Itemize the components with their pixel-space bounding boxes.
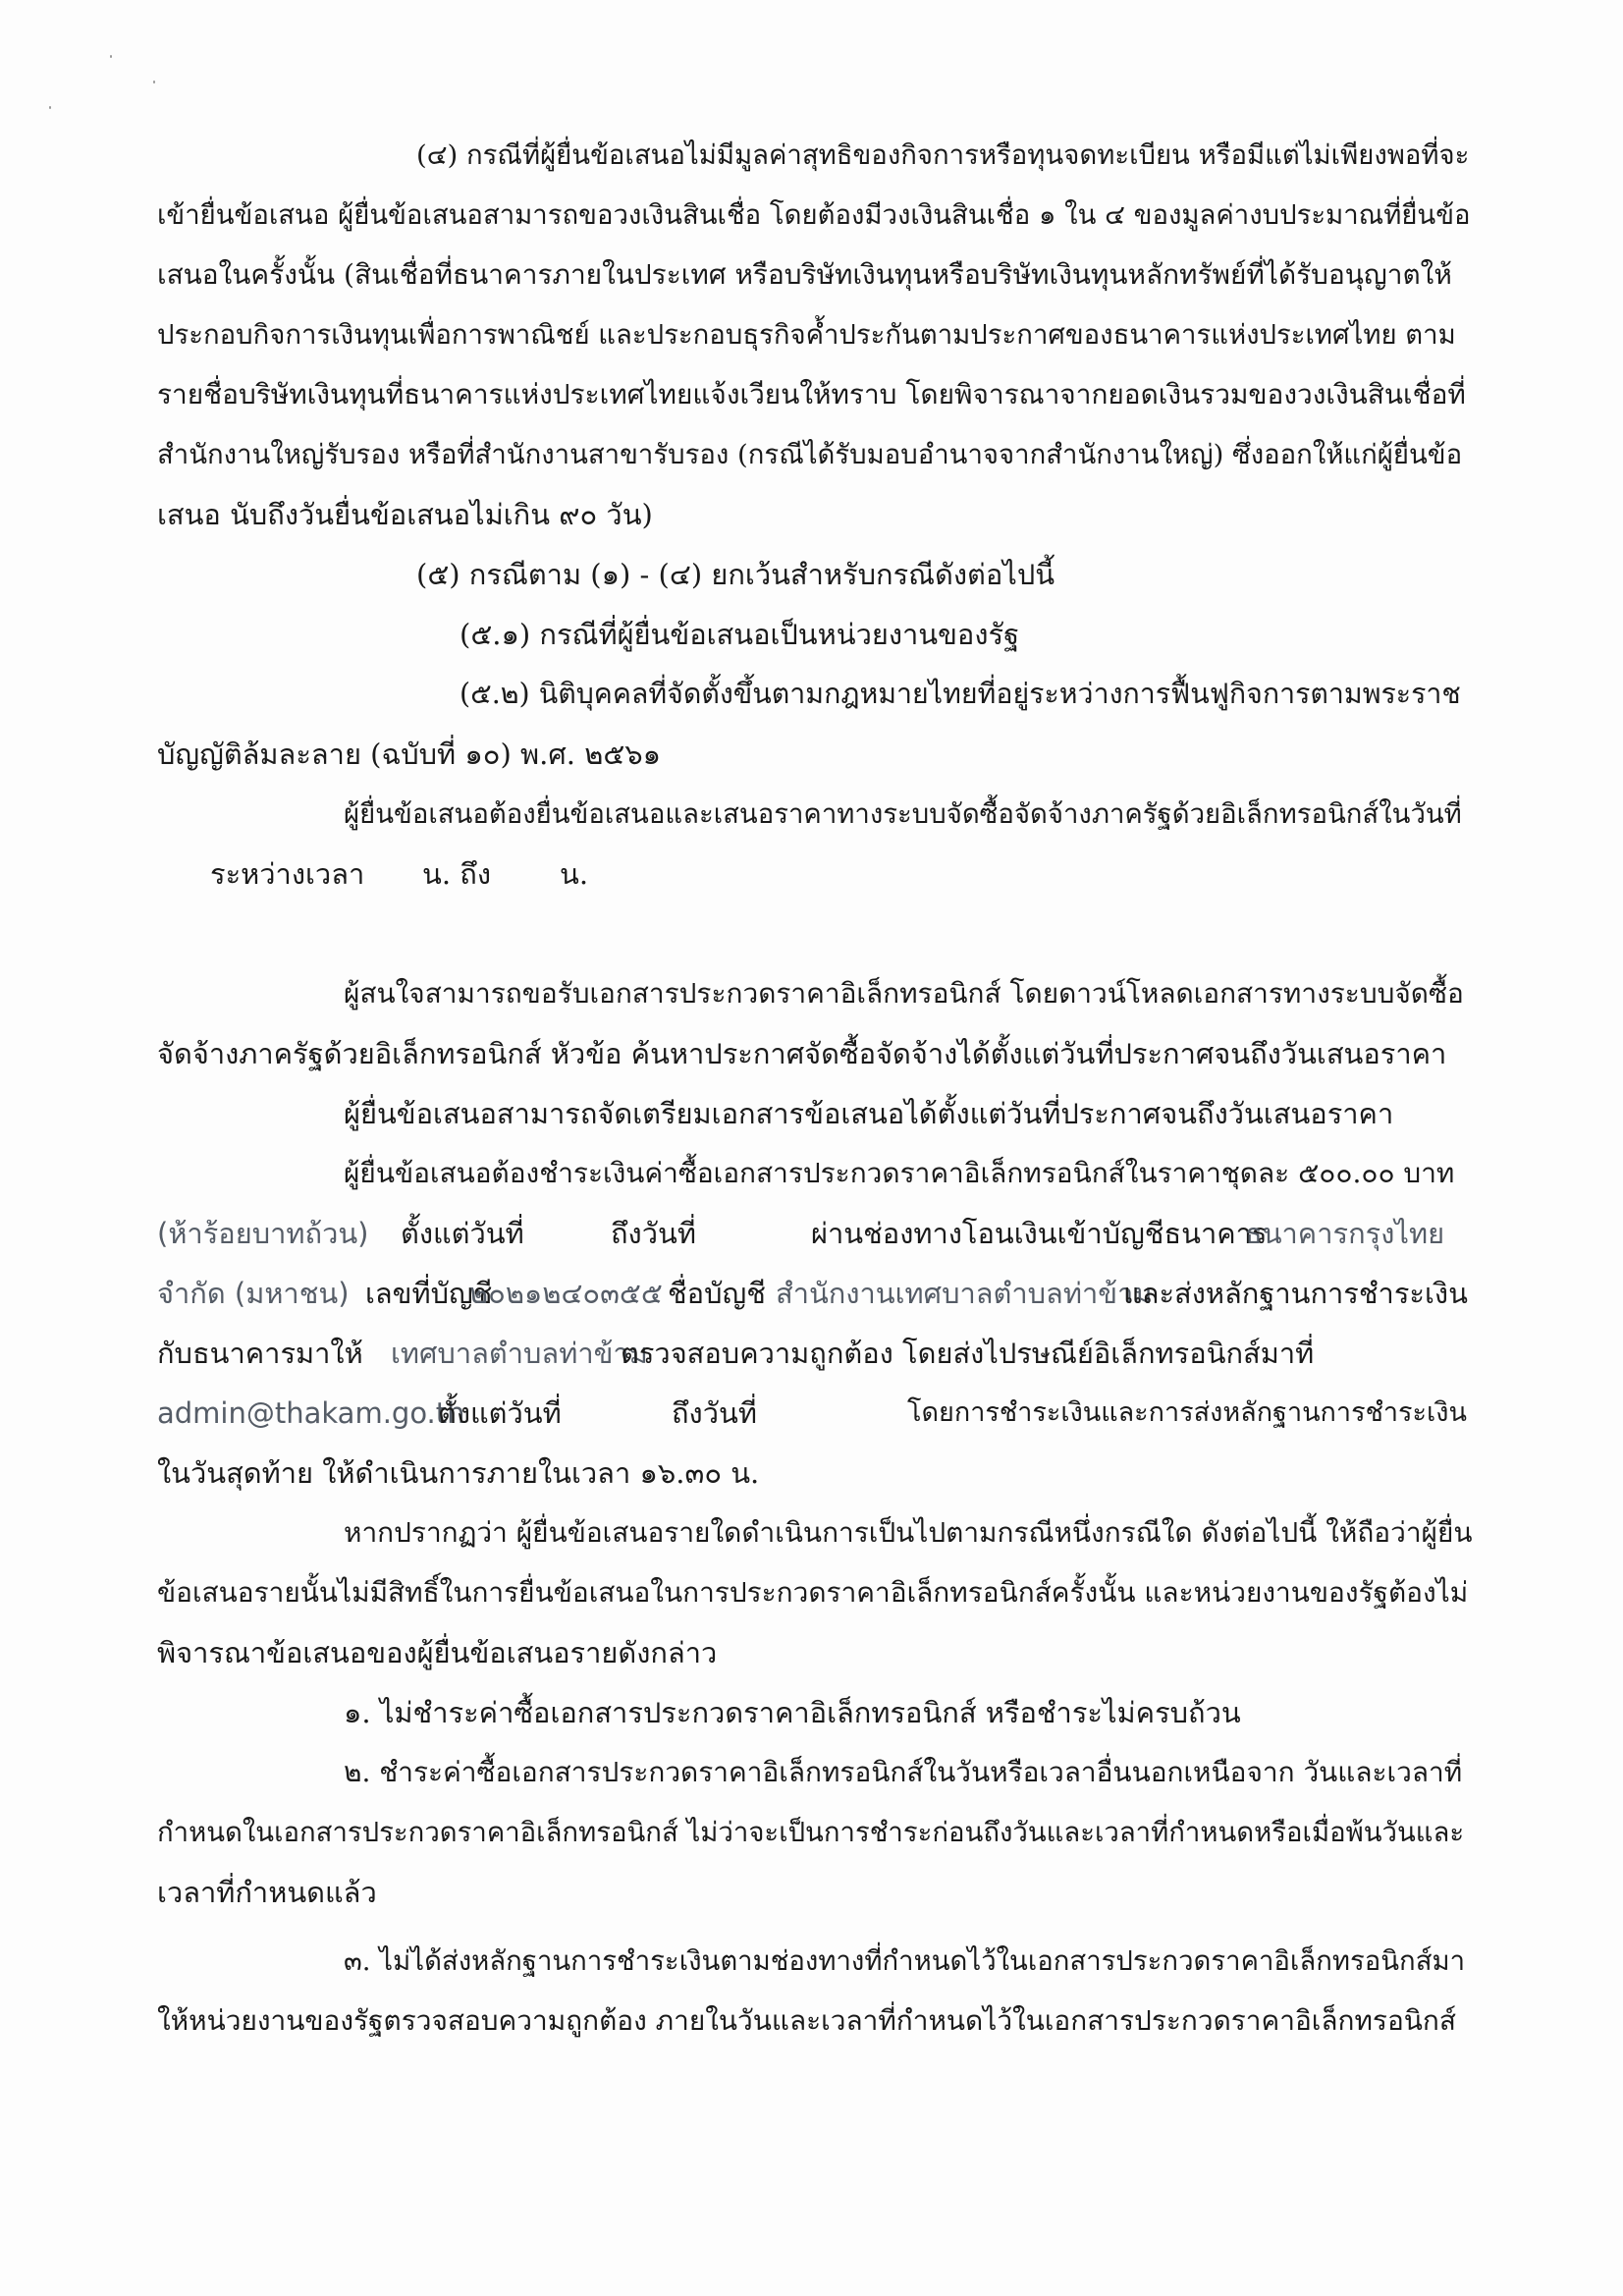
payment-amount-words: (ห้าร้อยบาทถ้วน) <box>157 1217 369 1250</box>
email-address: admin@thakam.go.th <box>157 1396 465 1430</box>
interested-line-1: ผู้สนใจสามารถขอรับเอกสารประกวดราคาอิเล็กทรอนิกส์ โดยดาวน์โหลดเอกสารทางระบบจัดซื้อ <box>344 977 1464 1010</box>
payment-rule-label: โดยการชำระเงินและการส่งหลักฐานการชำระเงิน <box>907 1397 1467 1428</box>
item-3-line-2: ให้หน่วยงานของรัฐตรวจสอบความถูกต้อง ภายในวันและเวลาที่กำหนดไว้ในเอกสารประกวดราคาอิเล็กทรอนิกส์ <box>157 2004 1456 2037</box>
item-2-line-3: เวลาที่กำหนดแล้ว <box>157 1876 377 1909</box>
item-3-line-1: ๓. ไม่ได้ส่งหลักฐานการชำระเงินตามช่องทางที่กำหนดไว้ในเอกสารประกวดราคาอิเล็กทรอนิกส์มา <box>344 1945 1466 1977</box>
disqualify-line-1: หากปรากฏว่า ผู้ยื่นข้อเสนอรายใดดำเนินการเป็นไปตามกรณีหนึ่งกรณีใด ดังต่อไปนี้ ให้ถือว่าผู้ยื่น <box>344 1516 1473 1549</box>
bank-name-2: จำกัด (มหาชน) <box>157 1277 350 1310</box>
payment-to-label: ถึงวันที่ <box>611 1217 696 1250</box>
account-name-label: ชื่อบัญชี <box>668 1277 766 1310</box>
item-2-line-1: ๒. ชำระค่าซื้อเอกสารประกวดราคาอิเล็กทรอนิกส์ในวันหรือเวลาอื่นนอกเหนือจาก วันและเวลาที่ <box>344 1756 1463 1788</box>
payment-from-label: ตั้งแต่วันที่ <box>401 1217 524 1250</box>
item-1-line: ๑. ไม่ชำระค่าซื้อเอกสารประกวดราคาอิเล็กทรอนิกส์ หรือชำระไม่ครบถ้วน <box>344 1696 1241 1729</box>
agency-name: เทศบาลตำบลท่าข้าม <box>391 1337 648 1370</box>
disqualify-line-2: ข้อเสนอรายนั้นไม่มีสิทธิ์ในการยื่นข้อเสนอในการประกวดราคาอิเล็กทรอนิกส์ครั้งนั้น และหน่วยงานของรัฐต้องไม่ <box>157 1576 1469 1609</box>
scan-speck <box>153 81 155 83</box>
para-4-line-6: สำนักงานใหญ่รับรอง หรือที่สำนักงานสาขารับรอง (กรณีได้รับมอบอำนาจจากสำนักงานใหญ่) ซึ่งออกให้แก่ผู้ยื่นข้อ <box>157 439 1463 470</box>
account-name: สำนักงานเทศบาลตำบลท่าข้าม <box>776 1277 1153 1310</box>
para-4-line-2: เข้ายื่นข้อเสนอ ผู้ยื่นข้อเสนอสามารถขอวงเงินสินเชื่อ โดยต้องมีวงเงินสินเชื่อ ๑ ใน ๔ ของมูลค่างบประมาณที่ยื่นข้อ <box>157 199 1471 231</box>
bank-name-1: ธนาคารกรุงไทย <box>1245 1217 1445 1250</box>
with-bank-label: กับธนาคารมาให้ <box>157 1337 363 1370</box>
para-5-line: (๕) กรณีตาม (๑) - (๔) ยกเว้นสำหรับกรณีดังต่อไปนี้ <box>416 558 1055 591</box>
para-4-line-7: เสนอ นับถึงวันยื่นข้อเสนอไม่เกิน ๙๐ วัน) <box>157 498 653 531</box>
para-4-line-1: (๔) กรณีที่ผู้ยื่นข้อเสนอไม่มีมูลค่าสุทธิของกิจการหรือทุนจดทะเบียน หรือมีแต่ไม่เพียงพอที่จะ <box>416 139 1470 171</box>
disqualify-line-3: พิจารณาข้อเสนอของผู้ยื่นข้อเสนอรายดังกล่าว <box>157 1636 718 1669</box>
item-2-line-2: กำหนดในเอกสารประกวดราคาอิเล็กทรอนิกส์ ไม่ว่าจะเป็นการชำระก่อนถึงวันและเวลาที่กำหนดหรือเมื่อพ้นวันและ <box>157 1817 1465 1848</box>
payment-from-label-2: ตั้งแต่วันที่ <box>438 1396 562 1430</box>
para-4-line-3: เสนอในครั้งนั้น (สินเชื่อที่ธนาคารภายในประเทศ หรือบริษัทเงินทุนหรือบริษัทเงินทุนหลักทรัพย์ที่ได้รับอนุญาตให้ <box>157 258 1452 291</box>
scan-speck <box>110 55 112 58</box>
submission-time-to: น. ถึง <box>422 857 491 891</box>
prepare-line: ผู้ยื่นข้อเสนอสามารถจัดเตรียมเอกสารข้อเสนอได้ตั้งแต่วันที่ประกาศจนถึงวันเสนอราคา <box>344 1097 1394 1130</box>
para-4-line-5: รายชื่อบริษัทเงินทุนที่ธนาคารแห่งประเทศไทยแจ้งเวียนให้ทราบ โดยพิจารณาจากยอดเงินรวมของวงเงินสินเชื่อที่ <box>157 378 1466 410</box>
account-no-label: เลขที่บัญชี <box>365 1277 493 1310</box>
evidence-label: และส่งหลักฐานการชำระเงิน <box>1123 1277 1468 1310</box>
interested-line-2: จัดจ้างภาครัฐด้วยอิเล็กทรอนิกส์ หัวข้อ ค้นหาประกาศจัดซื้อจัดจ้างได้ตั้งแต่วันที่ประกาศจนถึงวันเสนอราคา <box>157 1037 1447 1070</box>
account-no: ๒๐๒๑๒๔๐๓๕๕ <box>469 1277 663 1310</box>
payment-channel-label: ผ่านช่องทางโอนเงินเข้าบัญชีธนาคาร <box>811 1217 1268 1250</box>
verify-label: ตรวจสอบความถูกต้อง โดยส่งไปรษณีย์อิเล็กทรอนิกส์มาที่ <box>621 1337 1315 1370</box>
payment-last-day: ในวันสุดท้าย ให้ดำเนินการภายในเวลา ๑๖.๓๐ น. <box>157 1456 760 1490</box>
submission-time-label: ระหว่างเวลา <box>210 857 365 891</box>
scan-speck <box>49 106 51 109</box>
para-4-line-4: ประกอบกิจการเงินทุนเพื่อการพาณิชย์ และประกอบธุรกิจค้ำประกันตามประกาศของธนาคารแห่งประเทศไทย ตาม <box>157 319 1456 351</box>
submission-line-1: ผู้ยื่นข้อเสนอต้องยื่นข้อเสนอและเสนอราคาทางระบบจัดซื้อจัดจ้างภาครัฐด้วยอิเล็กทรอนิกส์ในวันที่ <box>344 798 1462 830</box>
payment-to-label-2: ถึงวันที่ <box>672 1396 757 1430</box>
para-5-2-line-1: (๕.๒) นิติบุคคลที่จัดตั้งขึ้นตามกฎหมายไทยที่อยู่ระหว่างการฟื้นฟูกิจการตามพระราช <box>460 678 1461 710</box>
para-5-2-line-2: บัญญัติล้มละลาย (ฉบับที่ ๑๐) พ.ศ. ๒๕๖๑ <box>157 738 662 771</box>
para-5-1-line: (๕.๑) กรณีที่ผู้ยื่นข้อเสนอเป็นหน่วยงานของรัฐ <box>460 618 1020 651</box>
payment-line-1: ผู้ยื่นข้อเสนอต้องชำระเงินค่าซื้อเอกสารประกวดราคาอิเล็กทรอนิกส์ในราคาชุดละ ๕๐๐.๐๐ บาท <box>344 1157 1455 1189</box>
submission-time-end: น. <box>560 857 589 891</box>
